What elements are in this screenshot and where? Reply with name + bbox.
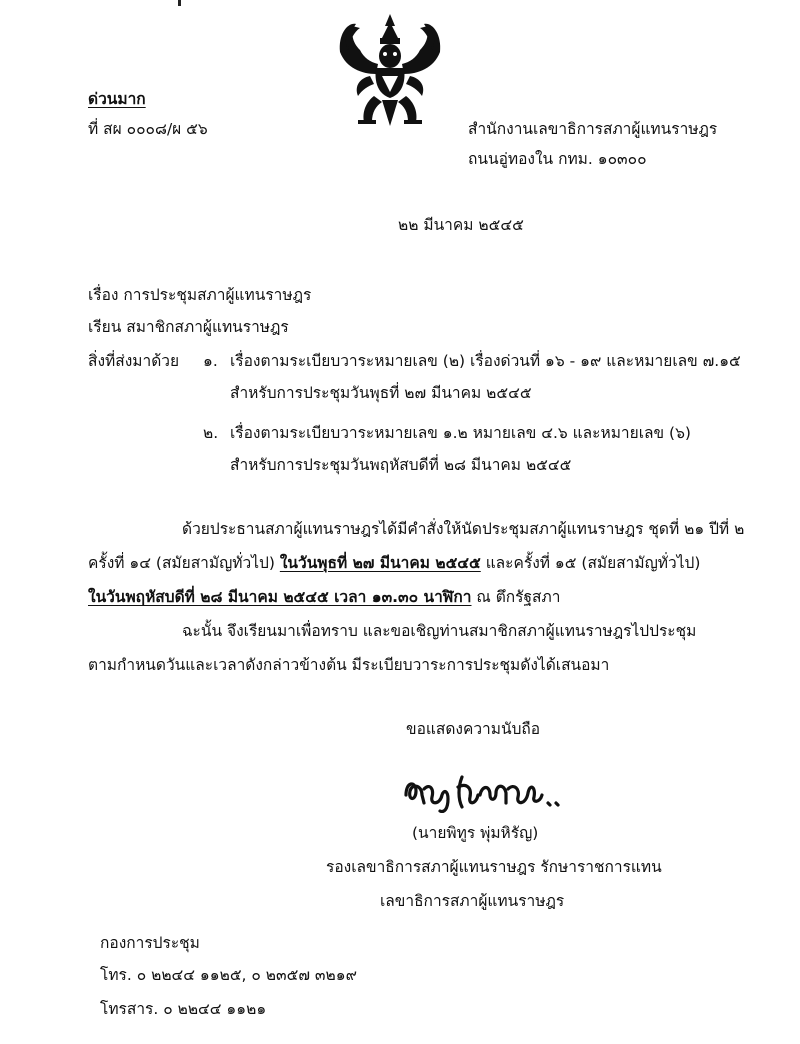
body-paragraph-line [88,552,700,574]
letter-date: ๒๒ มีนาคม ๒๕๔๕ [398,216,524,234]
meeting-date-emphasis: ในวันพฤหัสบดีที่ ๒๘ มีนาคม ๒๕๔๕ เวลา ๑๓.๓๐ นาฬิกา [88,588,472,606]
enclosure-number: ๒. [203,424,219,442]
signer-name: (นายพิทูร พุ่มหิรัญ) [412,824,539,842]
body-text: และครั้งที่ ๑๕ (สมัยสามัญทั่วไป) [480,554,701,572]
body-paragraph-line [88,586,560,608]
body-paragraph-line: ฉะนั้น จึงเรียนมาเพื่อทราบ และขอเชิญท่านสมาชิกสภาผู้แทนราษฎรไปประชุม [182,622,697,640]
enclosure-text: สำหรับการประชุมวันพฤหัสบดีที่ ๒๘ มีนาคม ๒๕๔๕ [230,456,572,474]
enclosure-text: สำหรับการประชุมวันพุธที่ ๒๗ มีนาคม ๒๕๔๕ [230,384,532,402]
body-text: ครั้งที่ ๑๔ (สมัยสามัญทั่วไป) [88,554,280,572]
scan-mark [178,0,181,6]
handwritten-signature [400,765,570,813]
office-name: สำนักงานเลขาธิการสภาผู้แทนราษฎร [468,120,718,138]
body-text: ณ ตึกรัฐสภา [471,588,561,606]
urgency-label: ด่วนมาก [88,90,146,108]
subject-line: เรื่อง การประชุมสภาผู้แทนราษฎร [88,286,312,304]
closing-salutation: ขอแสดงความนับถือ [406,720,541,738]
body-paragraph-line: ตามกำหนดวันและเวลาดังกล่าวข้างต้น มีระเบียบวาระการประชุมดังได้เสนอมา [88,656,610,674]
signer-title: รองเลขาธิการสภาผู้แทนราษฎร รักษาราชการแทน [326,858,662,876]
office-address: ถนนอู่ทองใน กทม. ๑๐๓๐๐ [468,150,647,168]
meeting-date-emphasis: ในวันพุธที่ ๒๗ มีนาคม ๒๕๔๕ [279,554,481,572]
enclosure-text: เรื่องตามระเบียบวาระหมายเลข (๒) เรื่องด่วนที่ ๑๖ - ๑๙ และหมายเลข ๗.๑๕ [230,352,741,370]
enclosure-text: เรื่องตามระเบียบวาระหมายเลข ๑.๒ หมายเลข ๔.๖ และหมายเลข (๖) [230,424,691,442]
garuda-emblem-icon [330,12,450,128]
department-name: กองการประชุม [100,934,200,952]
body-paragraph-line: ด้วยประธานสภาผู้แทนราษฎรได้มีคำสั่งให้นัดประชุมสภาผู้แทนราษฎร ชุดที่ ๒๑ ปีที่ ๒ [182,520,745,538]
enclosures-label: สิ่งที่ส่งมาด้วย [88,352,180,370]
phone-number: โทร. ๐ ๒๒๔๔ ๑๑๒๕, ๐ ๒๓๕๗ ๓๒๑๙ [100,966,357,984]
recipient-line: เรียน สมาชิกสภาผู้แทนราษฎร [88,318,289,336]
signer-title-secondary: เลขาธิการสภาผู้แทนราษฎร [380,892,565,910]
enclosure-number: ๑. [203,352,218,370]
reference-number: ที่ สผ ๐๐๐๘/ผ ๕๖ [88,120,208,138]
fax-number: โทรสาร. ๐ ๒๒๔๔ ๑๑๒๑ [100,1000,267,1018]
